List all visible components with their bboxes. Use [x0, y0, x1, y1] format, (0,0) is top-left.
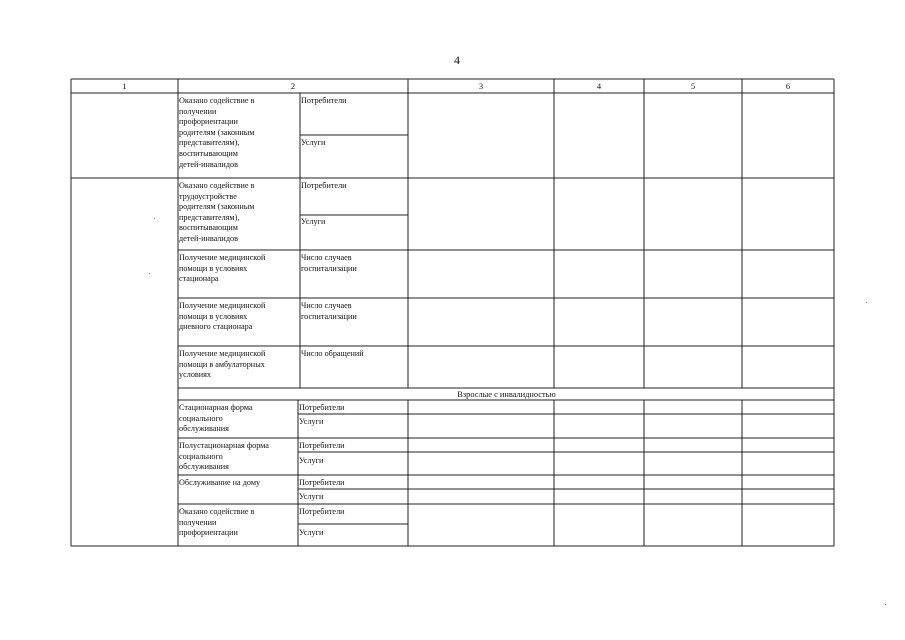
indicator-cell: Услуги	[301, 217, 326, 226]
service-cell: Оказано содействие в получении профориентации родителям (законным представителям), воспитывающим детей-инвалидов	[179, 96, 255, 169]
indicator-cell: Потребители	[299, 507, 345, 516]
header-cell-1: 1	[122, 81, 127, 91]
indicator-cell: Услуги	[299, 492, 324, 501]
indicator-cell: Услуги	[299, 417, 324, 426]
indicator-cell: Услуги	[299, 456, 324, 465]
service-cell: Оказано содействие в получении профориентации	[179, 507, 255, 538]
indicator-cell: Число случаев госпитализации	[301, 253, 357, 273]
indicator-cell: Потребители	[301, 181, 347, 190]
indicator-cell: Потребители	[299, 478, 345, 487]
indicator-cell: Число обращений	[301, 349, 364, 358]
service-cell: Обслуживание на дому	[179, 478, 261, 487]
indicator-cell: Потребители	[299, 403, 345, 412]
header-cell-5: 5	[690, 81, 696, 91]
scan-speck	[885, 604, 886, 605]
page-number: 4	[454, 53, 460, 67]
header-cell-4: 4	[596, 81, 602, 91]
indicator-cell: Число случаев госпитализации	[301, 301, 357, 321]
scan-speck	[149, 273, 150, 274]
header-cell-6: 6	[785, 81, 791, 91]
header-cell-2: 2	[290, 81, 296, 91]
service-cell: Получение медицинской помощи в условиях стационара	[179, 253, 266, 284]
header-cell-3: 3	[478, 81, 484, 91]
indicator-cell: Потребители	[301, 96, 347, 105]
section-header: Взрослые с инвалидностью	[457, 390, 556, 399]
service-cell: Оказано содействие в трудоустройстве родителям (законным представителям), воспитывающим детей-инвалидов	[179, 181, 255, 243]
indicator-cell: Потребители	[299, 441, 345, 450]
service-cell: Получение медицинской помощи в амбулаторных условиях	[179, 349, 266, 380]
indicator-cell: Услуги	[301, 138, 326, 147]
service-cell: Стационарная форма социального обслуживания	[179, 403, 253, 434]
indicator-cell: Услуги	[299, 528, 324, 537]
service-cell: Полустационарная форма социального обслуживания	[179, 441, 269, 472]
scan-speck	[154, 218, 155, 219]
service-cell: Получение медицинской помощи в условиях дневного стационара	[179, 301, 266, 332]
scan-speck	[866, 302, 867, 303]
